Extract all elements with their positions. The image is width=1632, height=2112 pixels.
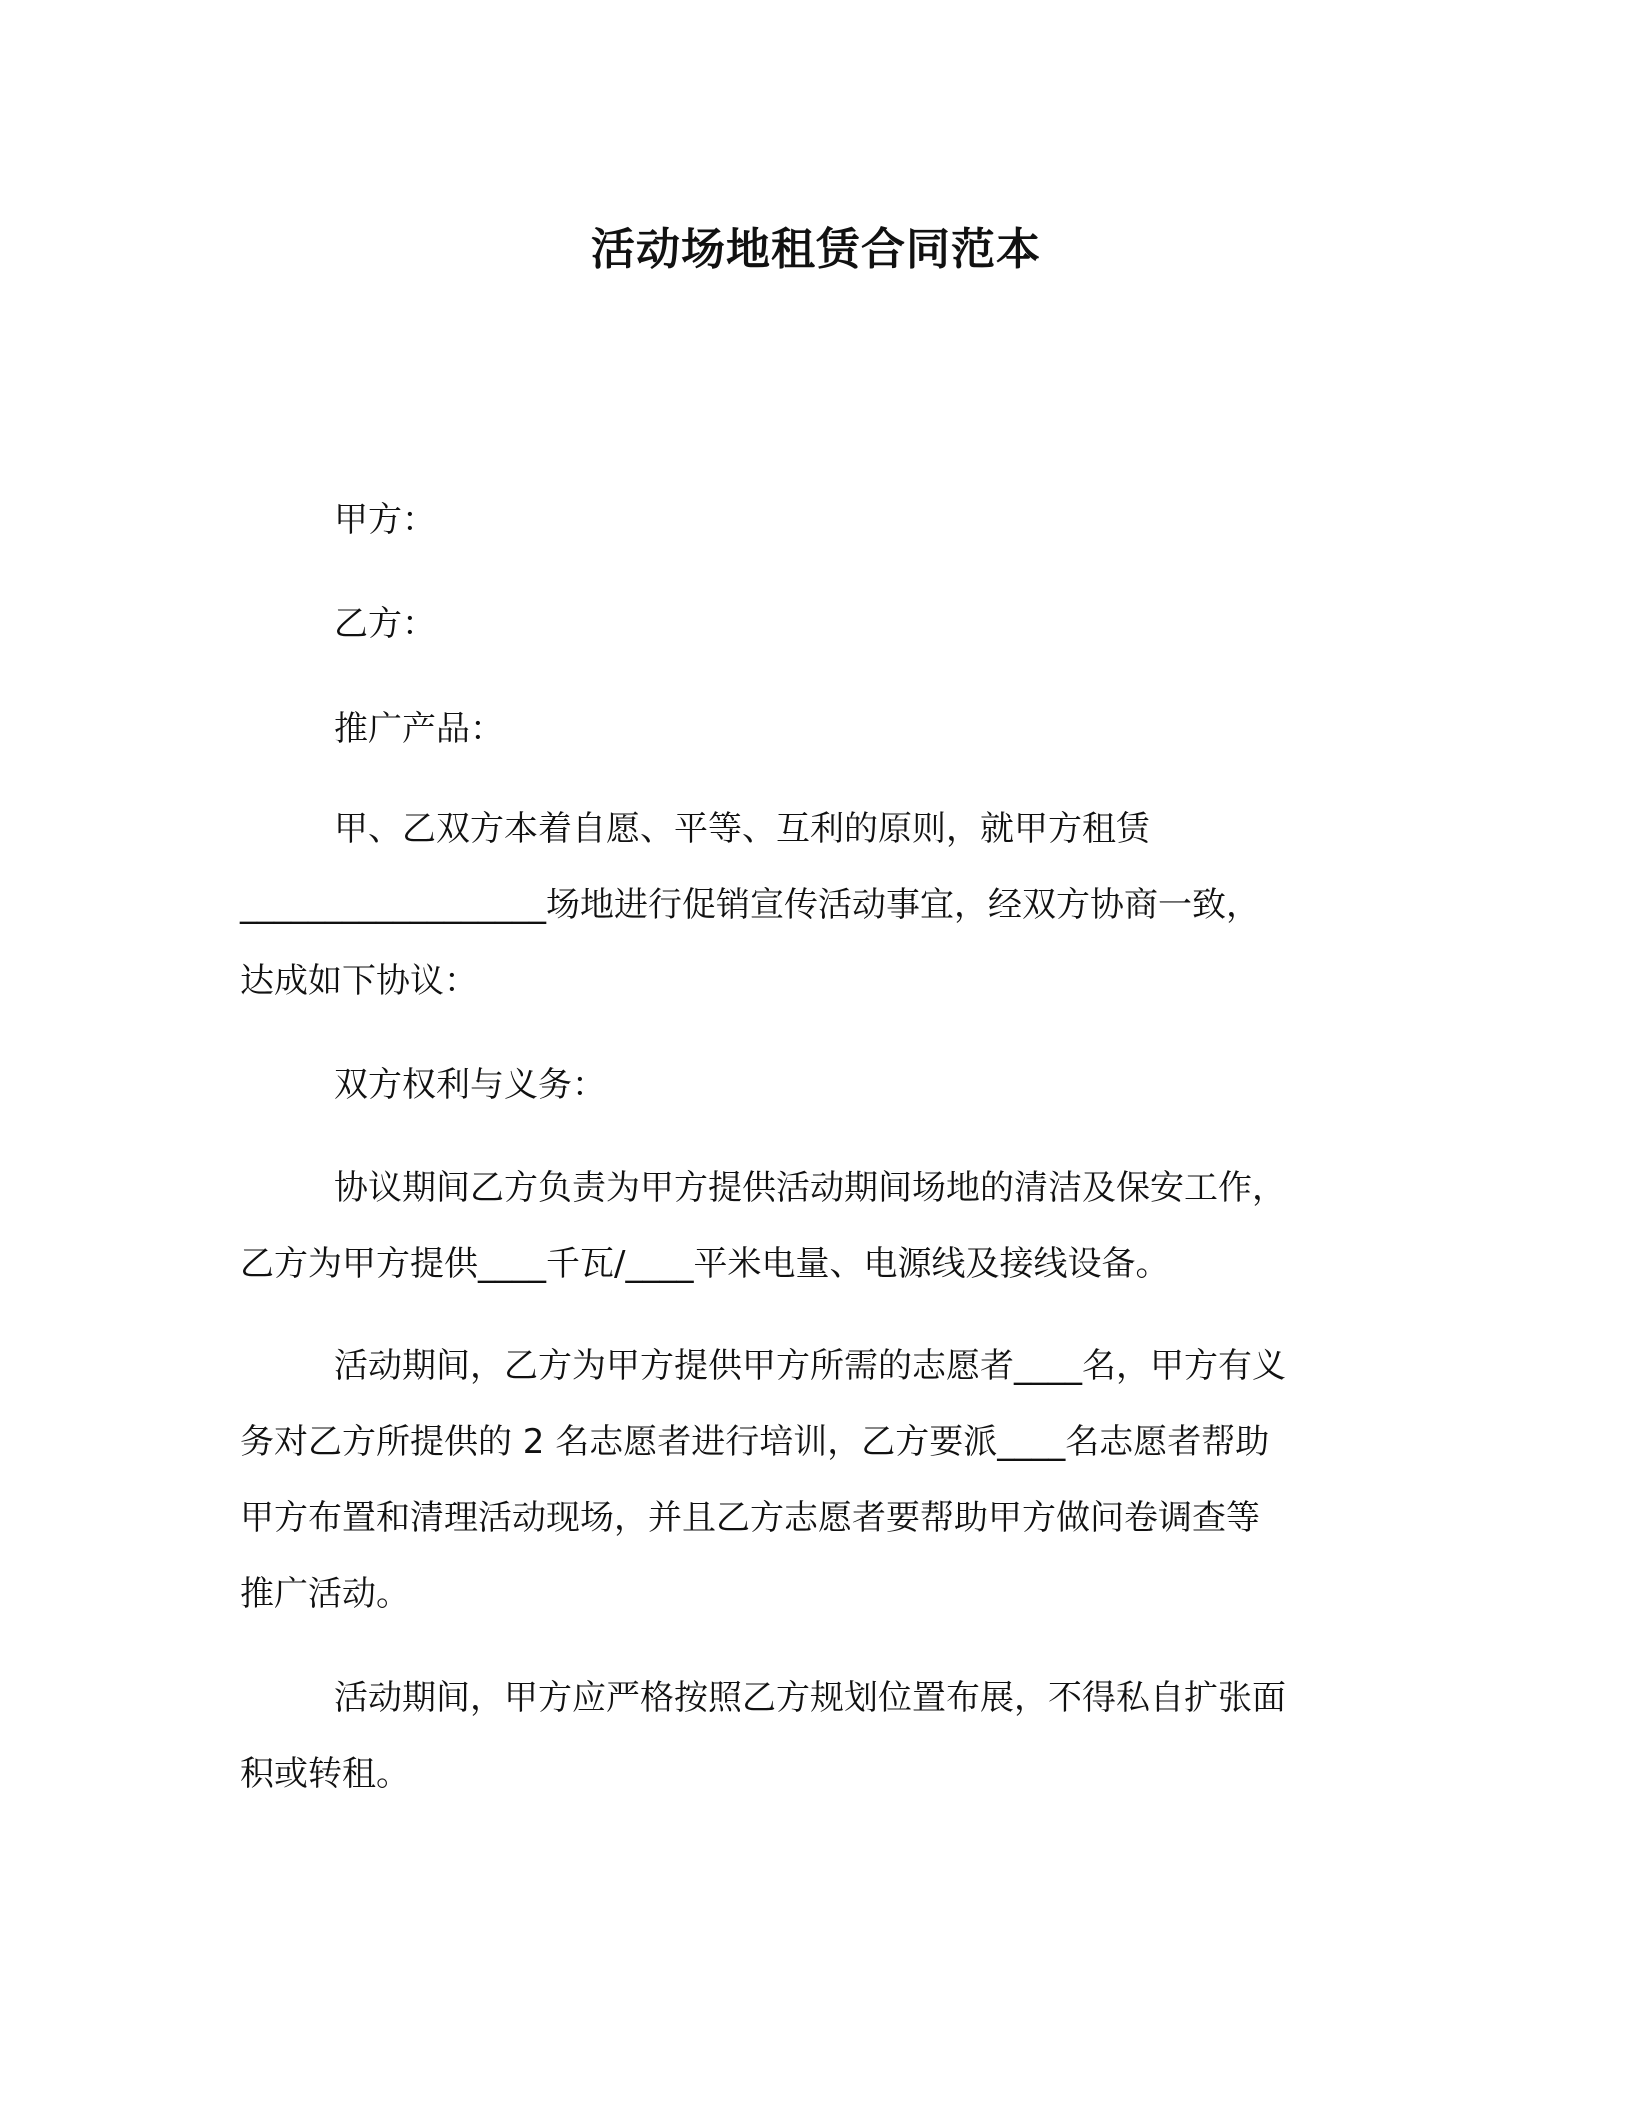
intro-line-1: 甲、乙双方本着自愿、平等、互利的原则，就甲方租赁 (334, 809, 1150, 849)
clause-3-line-2: 积或转租。 (240, 1754, 410, 1794)
product-field: 推广产品： (334, 709, 504, 749)
section-heading: 双方权利与义务： (334, 1065, 606, 1105)
party-b-field: 乙方： (334, 604, 436, 644)
clause-1-line-2: 乙方为甲方提供____千瓦/____平米电量、电源线及接线设备。 (240, 1244, 1170, 1284)
document-title: 活动场地租赁合同范本 (591, 224, 1041, 275)
clause-2-line-2: 务对乙方所提供的 2 名志愿者进行培训，乙方要派____名志愿者帮助 (240, 1422, 1270, 1462)
intro-line-3: 达成如下协议： (240, 961, 478, 1001)
clause-2-line-3: 甲方布置和清理活动现场，并且乙方志愿者要帮助甲方做问卷调查等 (240, 1498, 1260, 1538)
clause-1-line-1: 协议期间乙方负责为甲方提供活动期间场地的清洁及保安工作， (334, 1168, 1286, 1208)
clause-2-line-4: 推广活动。 (240, 1574, 410, 1614)
clause-3-line-1: 活动期间，甲方应严格按照乙方规划位置布展，不得私自扩张面 (334, 1678, 1286, 1718)
party-a-field: 甲方： (334, 500, 436, 540)
intro-line-2: __________________场地进行促销宣传活动事宜，经双方协商一致， (240, 885, 1260, 925)
clause-2-line-1: 活动期间，乙方为甲方提供甲方所需的志愿者____名，甲方有义 (334, 1346, 1286, 1386)
